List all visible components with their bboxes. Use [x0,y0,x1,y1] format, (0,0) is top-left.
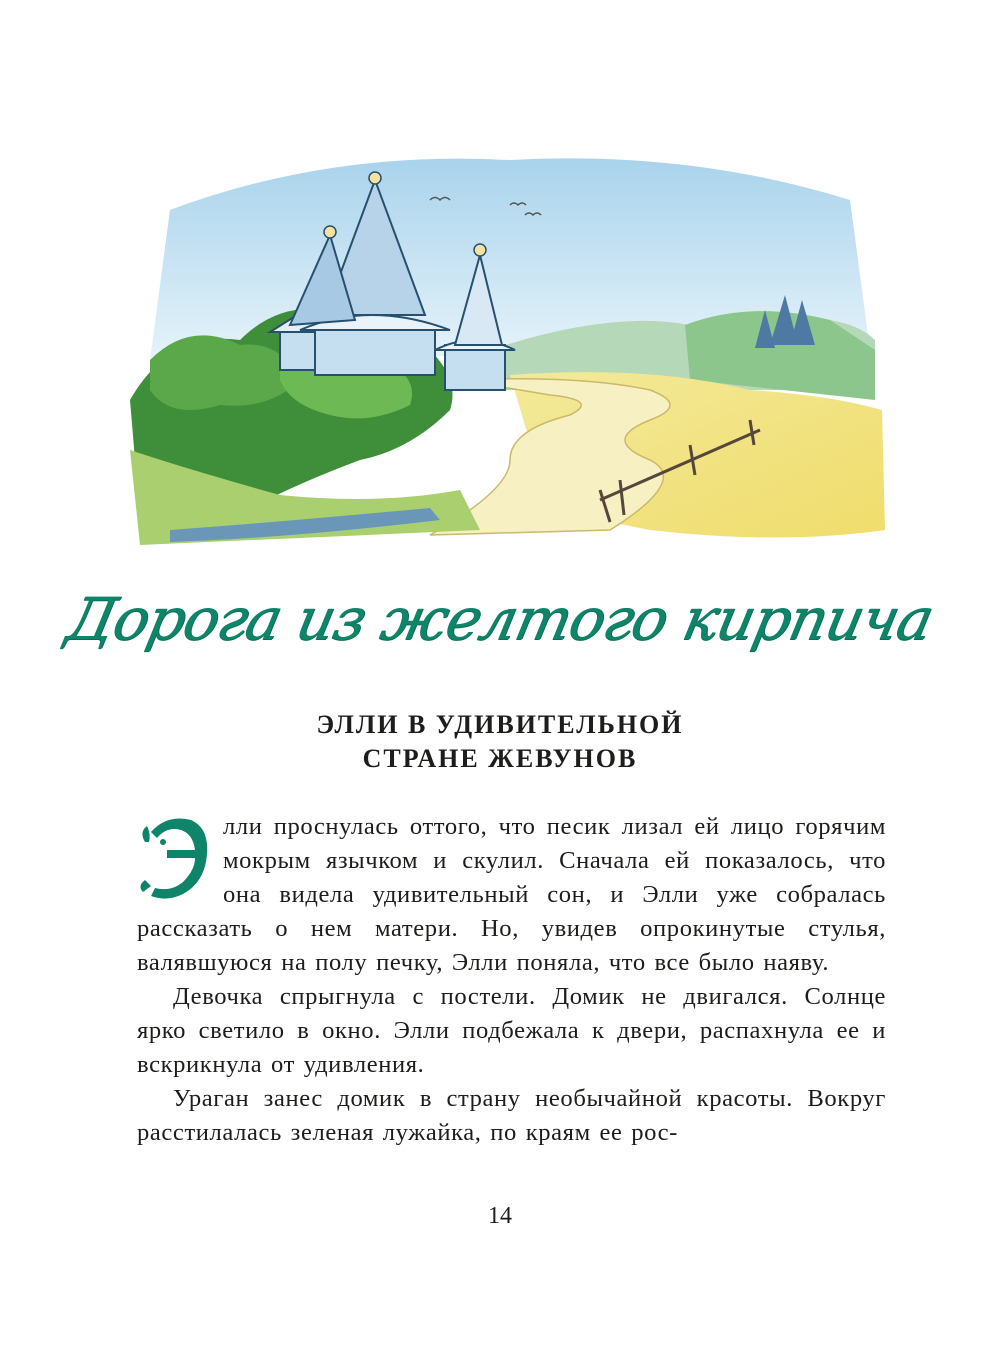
chapter-title-line2: СТРАНЕ ЖЕВУНОВ [362,744,638,773]
chapter-title [0,708,1000,776]
paragraph-2: Девочка спрыгнула с постели. Домик не двигался. Солнце ярко светило в окно. Элли подбежала к двери, распахнула ее и вскрикнула от удивления. [137,983,886,1078]
chapter-title-line1: ЭЛЛИ В УДИВИТЕЛЬНОЙ [316,710,684,739]
section-title: Дорога из желтого кирпича [61,585,939,653]
paragraph-1-text: лли проснулась оттого, что песик лизал ей лицо горячим мокрым язычком и скулил. Сначала ей показалось, что она видела удивительный сон, и Элли уже собралась рассказать о нем матери. Но, увидев опрокинутые стулья, валявшуюся на полу печку, Элли поняла, что все было наяву. [137,813,886,976]
paragraph-3: Ураган занес домик в страну необычайной красоты. Вокруг расстилалась зеленая лужайка, по краям ее рос- [137,1085,886,1146]
body-text [137,810,886,1150]
page-number: 14 [488,1203,512,1229]
paragraph-1 [137,810,886,980]
ornamental-dropcap-e-icon [137,812,213,904]
village-landscape-illustration [130,150,890,560]
